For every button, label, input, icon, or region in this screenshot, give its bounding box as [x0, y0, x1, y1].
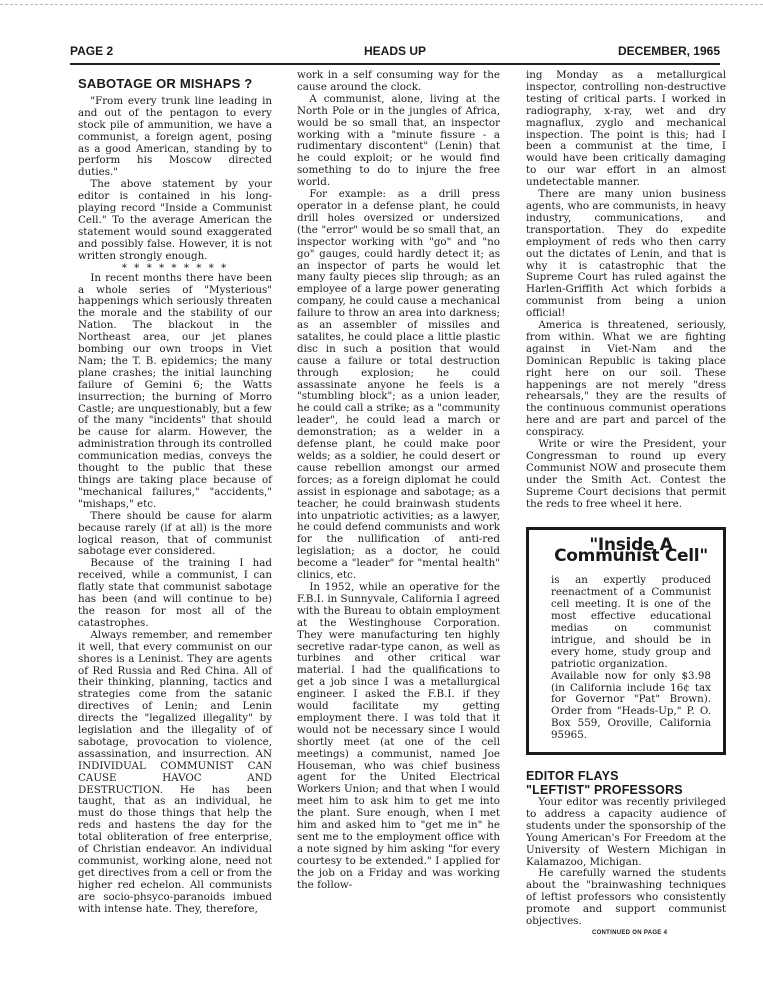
- issue-date: DECEMBER, 1965: [617, 44, 720, 58]
- paragraph: Always remember, and remember it well, that every communist on our shores is a Leninist. They are agents of Red Russia and Red China. All of their thinking, planning, tactics and strategies come from the satanic directives of Lenin; and Lenin directs the "legalized illegality" by legislation and the illegality of of sabotage, provocation to violence, assassination, and insurrection. AN INDIVIDUAL COMMUNIST CAN CAUSE HAVOC AND DESTRUCTION. He has been taught, that as an individual, he must do those things that help the reds and hastens the day for the total obliteration of free enterprise, of Christian endeavor. An individual communist, working alone, need not get directives from a cell or from the higher red echelon. All communists are socio-phsyco-paranoids imbued with intense hate. They, therefore,: [78, 628, 272, 915]
- publication-title: HEADS UP: [363, 44, 426, 58]
- paragraph: A communist, alone, living at the North Pole or in the jungles of Africa, would be so small that, an inspector working with a "minute fissure - a rudimentary discontent" (Lenin) that he could exploit; or he would find something to do to injure the free world.: [297, 92, 500, 189]
- paragraph: America is threatened, seriously, from within. What we are fighting against in Viet-Nam and the Dominican Republic is taking place right here on our soil. These happenings are not merely "dress rehearsals," they are the results of the continuous communist operations here and are part and parcel of the conspiracy.: [526, 319, 726, 439]
- article-headline-leftist-professors: "LEFTIST" PROFESSORS: [526, 783, 683, 798]
- paragraph: ing Monday as a metallurgical inspector, controlling non-destructive testing of critical parts. I worked in radiography, x-ray, wet and dry magnaflux, zyglo and mechanical inspection. The point is this; had I been a communist at the time, I would have been critically damaging to our war effort in an almost undetectable manner.: [526, 69, 726, 189]
- column-2: [297, 70, 500, 892]
- page-number: PAGE 2: [70, 44, 114, 58]
- paragraph: There are many union business agents, who are communists, in heavy industry, communications, and transportation. They do expedite employment of reds who then carry out the dictates of Lenin, and that is why it is catastrophic that the Supreme Court has ruled against the Harlen-Griffith Act which forbids a communist from being a union official!: [526, 188, 726, 320]
- paragraph: In 1952, while an operative for the F.B.I. in Sunnyvale, California I agreed with the Bureau to obtain employment at the Westinghouse Corporation. They were manufacturing ten highly secretive radar-type canon, as well as turbines and other critical war material. I had the qualifications to get a job since I was a metallurgical engineer. I asked the F.B.I. if they would facilitate my getting employment there. I was told that it would not be necessary since I would shortly meet (at one of the cell meetings) a communist, named Joe Houseman, who was chief business agent for the United Electrical Workers Union; and that when I would meet him to ask him to get me into the plant. Sure enough, when I met him and asked him to "get me in" he sent me to the employment office with a note signed by him asking "for every courtesy to be extended." I applied for the job on a Friday and was working the follow-: [297, 580, 500, 891]
- paragraph: The above statement by your editor is contained in his long-playing record "Inside a Communist Cell." To the average American the statement would sound exaggerated and possibly false. However, it is not written strongly enough.: [78, 178, 272, 262]
- paragraph: Write or wire the President, your Congressman to round up every Communist NOW and prosecute them under the Smith Act. Contest the Supreme Court decisions that permit the reds to free wheel it here.: [526, 438, 726, 510]
- advertisement-text: is an expertly produced reenactment of a Communist cell meeting. It is one of the most effective educational medias on communist intrigue, and should be in every home, study group and patriotic organization.: [551, 574, 711, 670]
- paragraph: work in a self consuming way for the cause around the clock.: [297, 69, 500, 93]
- paragraph: There should be cause for alarm because rarely (if at all) is the more logical reason, that of communist sabotage ever considered.: [78, 509, 272, 558]
- paragraph: He carefully warned the students about the "brainwashing techniques of leftist professors who consistently promote and support communist objectives.: [526, 867, 726, 928]
- paragraph: For example: as a drill press operator in a defense plant, he could drill holes oversized or undersized (the "error" would be so small that, an inspector working with "go" and "no go" gauges, could hardly detect it; as an inspector of parts he would let many faulty pieces slip through; as an employee of a large power generating company, he could cause a mechanical failure to throw an area into darkness; as an assembler of missiles and satalites, he could place a little plastic disc in such a position that would cause a failure or total destruction through explosion; he could assassinate anyone he feels is a "stumbling block"; as a union leader, he could call a strike; as a "community leader", he could lead a march or demonstration; as a welder in a defense plant, he could make poor welds; as a soldier, he could desert or cause rebellion amongst our armed forces; as a foreign diplomat he could assist in espionage and sabotage; as a teacher, he could brainwash students into unpatriotic activities; as a lawyer, he could defend communists and work for the nullification of anti-red legislation; as a doctor, he could become a "leader" for "mental health" clinics, etc.: [297, 188, 500, 582]
- header-rule: [70, 63, 720, 65]
- paragraph: Because of the training I had received, while a communist, I can flatly state that communist sabotage has been (and will continue to be) the reason for most all of the catastrophes.: [78, 557, 272, 629]
- advertisement-order-info: Available now for only $3.98 (in California include 16¢ tax for Governor "Pat" Brown). Order from "Heads-Up," P. O. Box 559, Oroville, California 95965.: [551, 669, 711, 742]
- paragraph: Your editor was recently privileged to address a capacity audience of students under the sponsorship of the Young American's For Freedom at the University of Western Michigan in Kalamazoo, Michigan.: [526, 796, 726, 868]
- paragraph: "From every trunk line leading in and out of the pentagon to every stock pile of ammunition, we have a communist, a foreign agent, posing as a good American, standing by to perform his Moscow directed duties.": [78, 94, 272, 179]
- star-divider: * * * * * * * * *: [121, 261, 229, 274]
- paragraph: In recent months there have been a whole series of "Mysterious" happenings which seriously threaten the morale and the stability of our Nation. The blackout in the Northeast area, our jet planes bombing our own troops in Viet Nam; the T. B. epidemics; the many plane crashes; the initial launching failure of Gemini 6; the Watts insurrection; the burning of Morro Castle; are unquestionably, but a few of the many "incidents" that should be cause for alarm. However, the administration through its controlled communication medias, conveys the thought to the public that these things are taking place because of "mechanical failures," "accidents," "mishaps," etc.: [78, 271, 272, 510]
- column-1: [78, 70, 272, 916]
- continued-notice: CONTINUED ON PAGE 4: [591, 930, 668, 936]
- page-header: [70, 44, 720, 62]
- record-advertisement-box: [526, 527, 726, 756]
- article-headline-sabotage: SABOTAGE OR MISHAPS ?: [78, 76, 253, 91]
- advertisement-title: "Inside A Communist Cell": [554, 534, 708, 567]
- article-headline-editor-flays: EDITOR FLAYS: [526, 769, 619, 784]
- top-edge-line: [0, 4, 763, 5]
- column-3: [526, 70, 726, 940]
